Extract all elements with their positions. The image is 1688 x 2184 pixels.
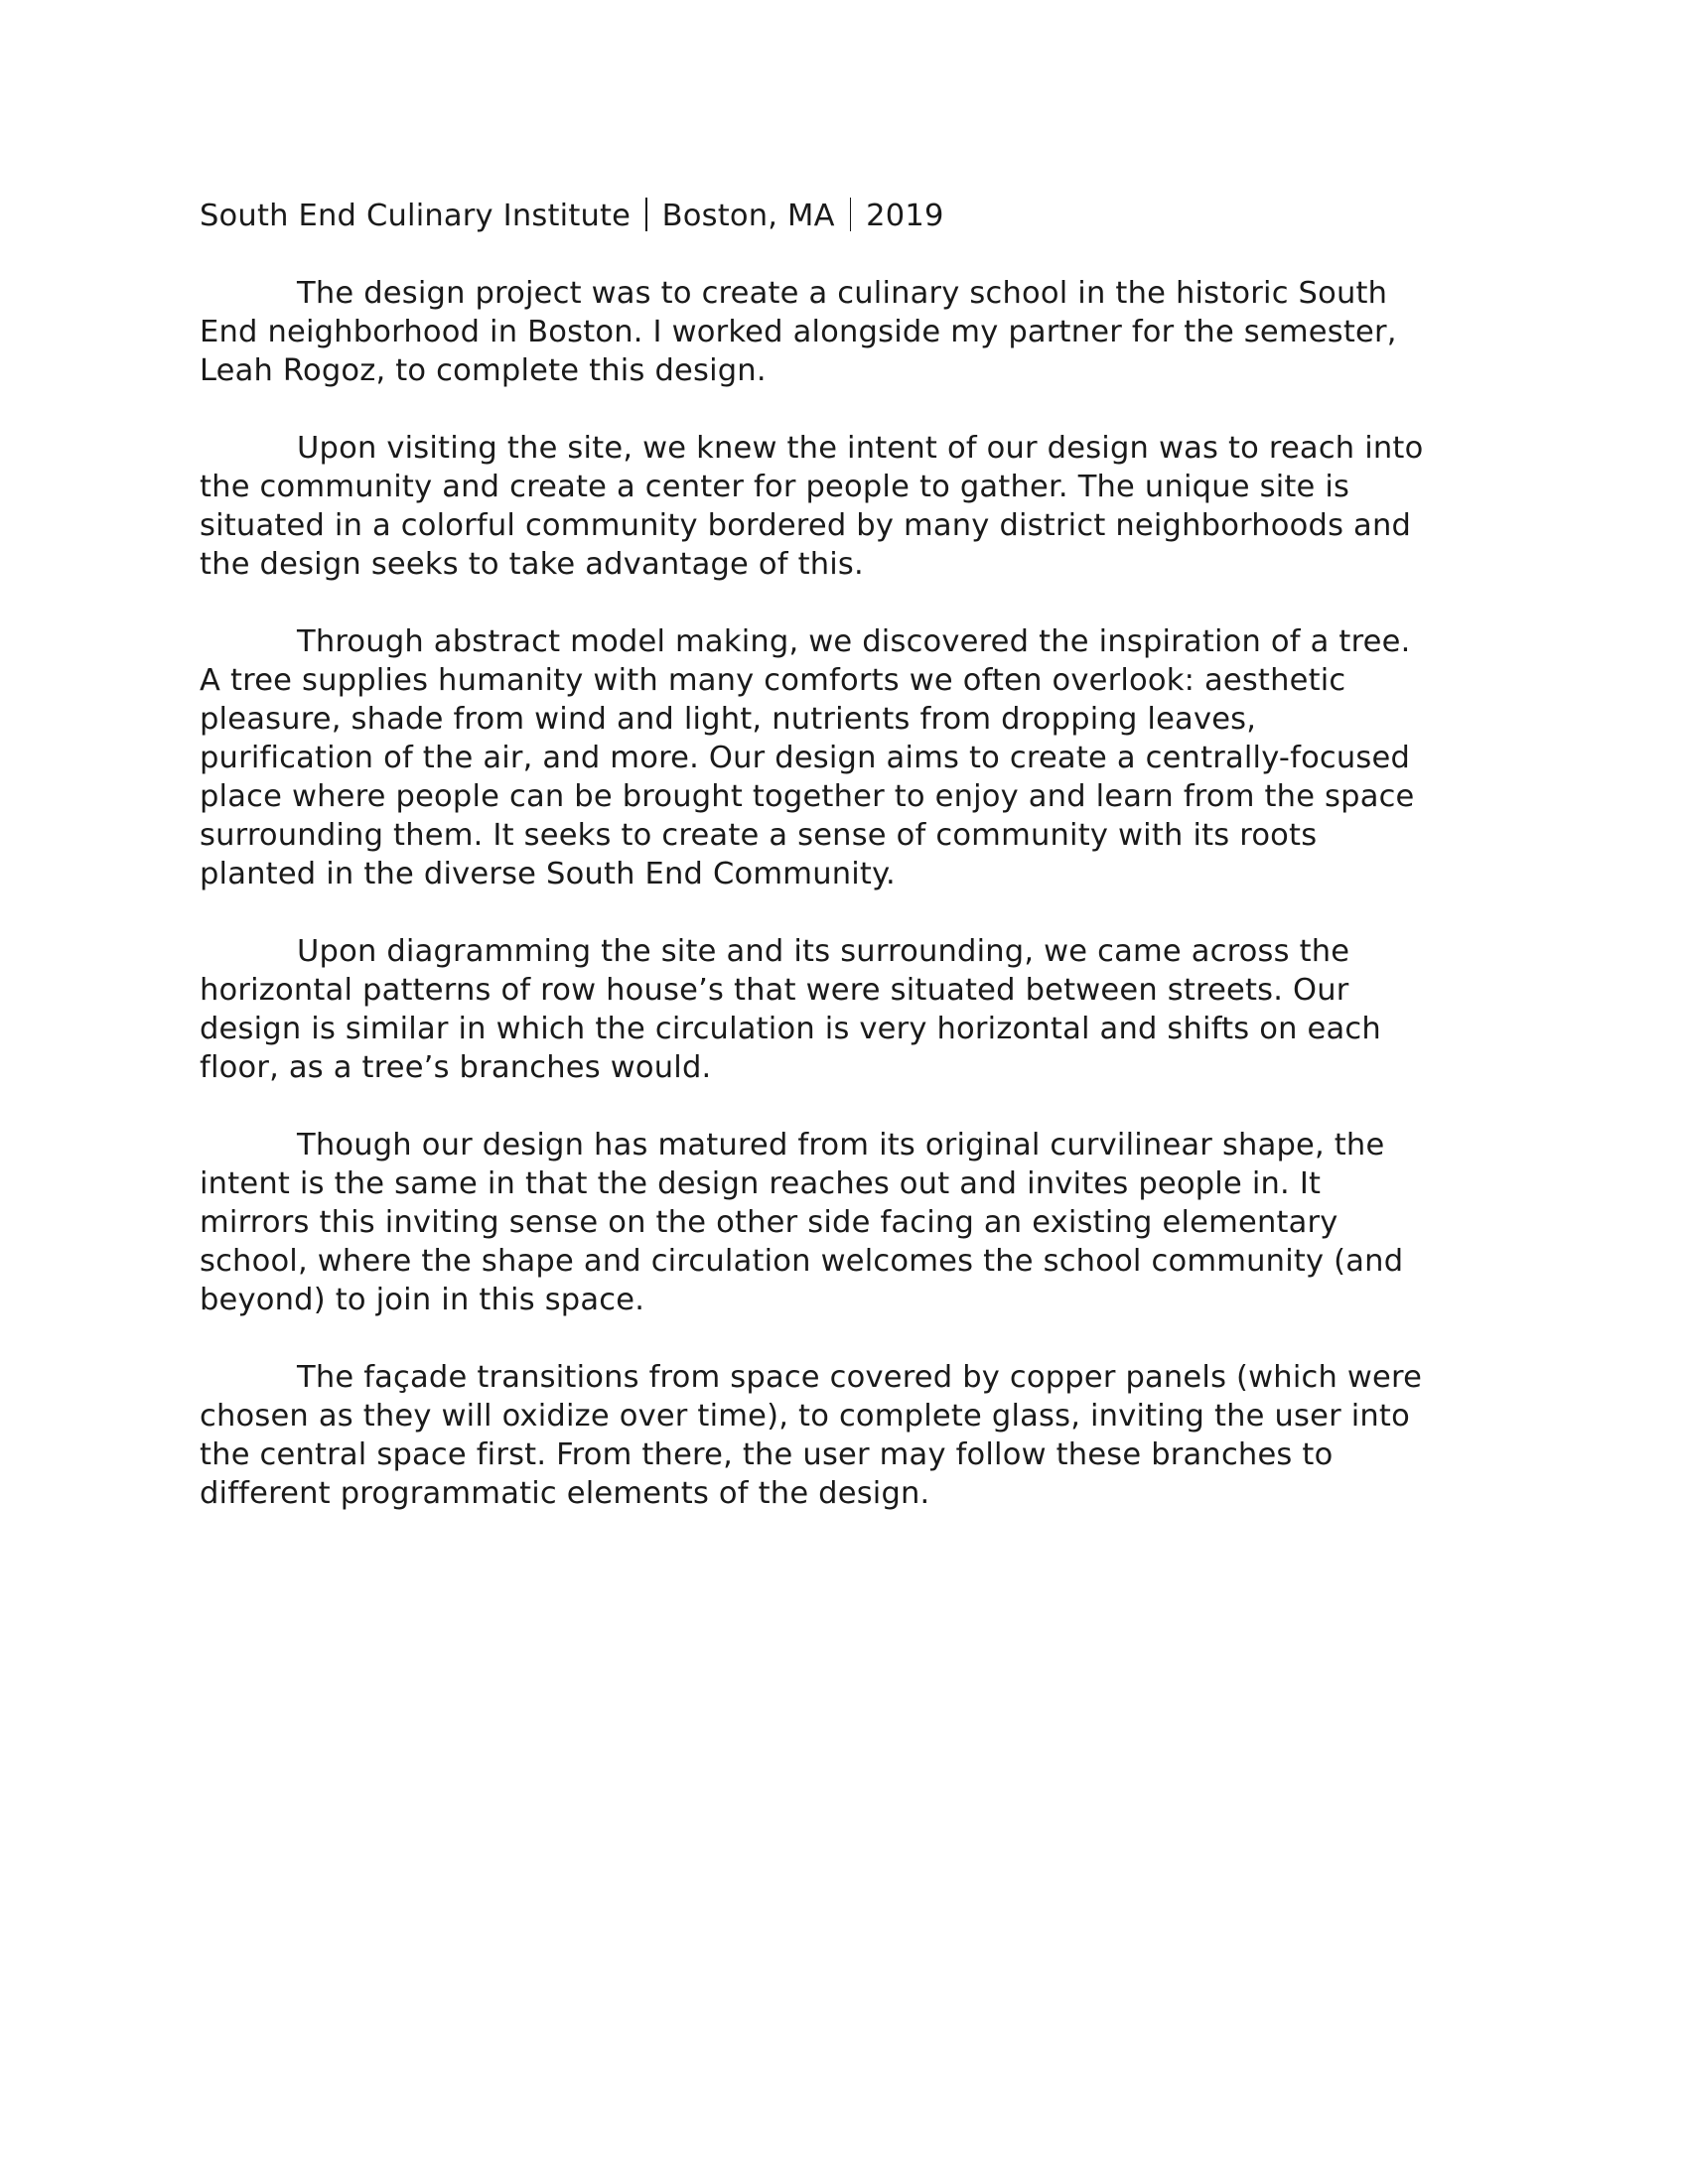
paragraph-line: planted in the diverse South End Community. [200,857,896,891]
paragraph-list [200,274,1490,1513]
paragraph-line: the community and create a center for people to gather. The unique site is [200,470,1350,504]
body-paragraph [200,932,1490,1087]
paragraph-line: The design project was to create a culinary school in the historic South [297,276,1388,311]
paragraph-line: design is similar in which the circulation is very horizontal and shifts on each [200,1012,1381,1046]
document-body [200,197,1490,1552]
paragraph-line: pleasure, shade from wind and light, nutrients from dropping leaves, [200,702,1257,737]
paragraph-line: place where people can be brought together to enjoy and learn from the space [200,779,1415,814]
paragraph-line: Though our design has matured from its original curvilinear shape, the [297,1128,1385,1162]
project-title: South End Culinary Institute [200,199,632,233]
paragraph-line: floor, as a tree’s branches would. [200,1050,712,1085]
paragraph-line: beyond) to join in this space. [200,1283,645,1317]
paragraph-line: The façade transitions from space covered by copper panels (which were [297,1360,1423,1395]
paragraph-line: surrounding them. It seeks to create a sense of community with its roots [200,818,1318,853]
paragraph-line: intent is the same in that the design reaches out and invites people in. It [200,1166,1322,1201]
paragraph-line: different programmatic elements of the design. [200,1476,930,1511]
paragraph-line: the design seeks to take advantage of this. [200,547,864,582]
body-paragraph [200,1358,1490,1513]
project-location: Boston, MA [661,199,835,233]
paragraph-line: purification of the air, and more. Our design aims to create a centrally-focused [200,741,1411,775]
paragraph-line: Through abstract model making, we discovered the inspiration of a tree. [297,624,1411,659]
paragraph-line: Leah Rogoz, to complete this design. [200,353,767,388]
body-paragraph [200,429,1490,584]
body-paragraph [200,622,1490,893]
paragraph-line: Upon diagramming the site and its surrounding, we came across the [297,934,1350,969]
paragraph-line: situated in a colorful community bordered by many district neighborhoods and [200,508,1412,543]
body-paragraph [200,274,1490,390]
paragraph-line: the central space first. From there, the user may follow these branches to [200,1437,1334,1472]
project-year: 2019 [866,199,944,233]
paragraph-line: chosen as they will oxidize over time), to complete glass, inviting the user into [200,1399,1410,1433]
paragraph-line: End neighborhood in Boston. I worked alongside my partner for the semester, [200,315,1397,349]
paragraph-line: horizontal patterns of row house’s that were situated between streets. Our [200,973,1349,1008]
paragraph-line: Upon visiting the site, we knew the intent of our design was to reach into [297,431,1424,466]
body-paragraph [200,1126,1490,1319]
header-divider [850,198,852,231]
header-divider [645,198,647,231]
paragraph-line: A tree supplies humanity with many comforts we often overlook: aesthetic [200,663,1346,698]
paragraph-line: school, where the shape and circulation welcomes the school community (and [200,1244,1404,1279]
document-header [200,197,1490,235]
paragraph-line: mirrors this inviting sense on the other side facing an existing elementary [200,1205,1338,1240]
